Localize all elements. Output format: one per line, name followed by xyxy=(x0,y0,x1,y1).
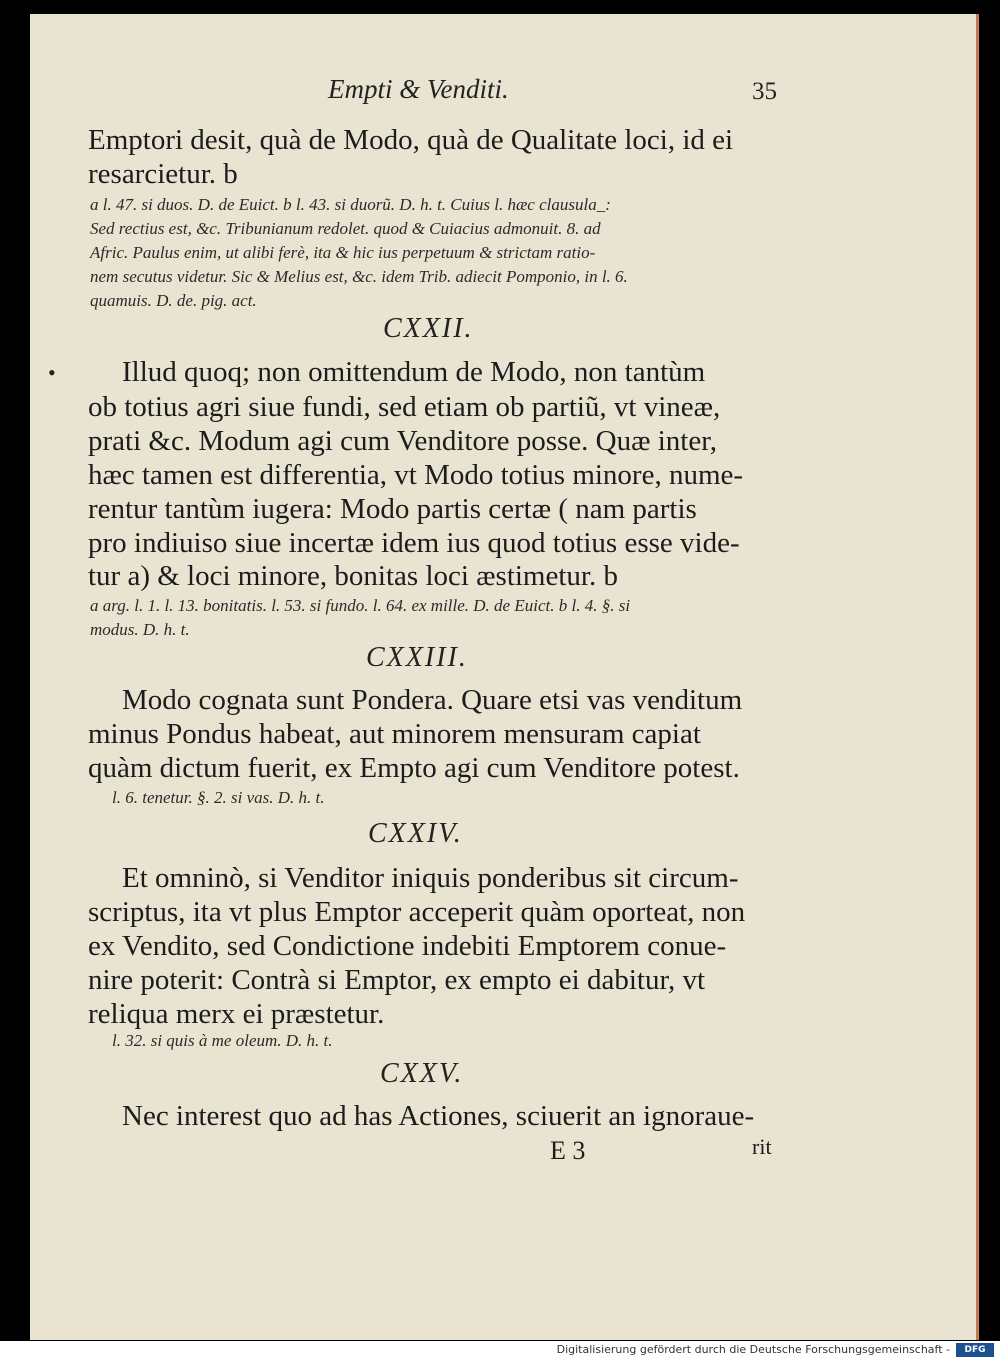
text-line: nire poterit: Contrà si Emptor, ex empto ei dabitur, vt xyxy=(88,964,706,996)
section-heading: CXXII. xyxy=(383,313,474,344)
text-line: hæc tamen est differentia, vt Modo totius minore, nume- xyxy=(88,459,744,491)
signature-mark: E 3 xyxy=(550,1136,586,1165)
text-line: Illud quoq; non omittendum de Modo, non tantùm xyxy=(122,356,706,388)
section-heading: CXXIV. xyxy=(368,818,463,849)
footnote-line: l. 32. si quis à me oleum. D. h. t. xyxy=(112,1031,333,1050)
catchword: rit xyxy=(752,1134,772,1159)
footnote-line: nem secutus videtur. Sic & Melius est, &c. idem Trib. adiecit Pomponio, in l. 6. xyxy=(90,267,628,286)
dfg-logo: DFG xyxy=(956,1343,994,1357)
text-line: Emptori desit, quà de Modo, quà de Qualitate loci, id ei xyxy=(88,124,734,156)
text-line: ex Vendito, sed Condictione indebiti Emptorem conue- xyxy=(88,930,727,962)
section-heading: CXXIII. xyxy=(366,642,468,673)
margin-dot: • xyxy=(48,360,56,385)
footnote-line: Sed rectius est, &c. Tribunianum redolet. quod & Cuiacius admonuit. 8. ad xyxy=(90,219,601,238)
footnote-line: modus. D. h. t. xyxy=(90,620,190,639)
footnote-line: Afric. Paulus enim, ut alibi ferè, ita & hic ius perpetuum & strictam ratio- xyxy=(90,243,596,262)
text-line: reliqua merx ei præstetur. xyxy=(88,998,385,1030)
text-line: tur a) & loci minore, bonitas loci æstimetur. b xyxy=(88,560,618,592)
text-line: minus Pondus habeat, aut minorem mensuram capiat xyxy=(88,718,701,750)
footnote-line: a l. 47. si duos. D. de Euict. b l. 43. si duorũ. D. h. t. Cuius l. hæc clausula_: xyxy=(90,195,611,214)
text-line: resarcietur. b xyxy=(88,158,238,190)
footnote-line: a arg. l. 1. l. 13. bonitatis. l. 53. si fundo. l. 64. ex mille. D. de Euict. b l. 4. §. si xyxy=(90,596,631,615)
section-heading: CXXV. xyxy=(380,1058,464,1089)
text-line: Nec interest quo ad has Actiones, sciuerit an ignoraue- xyxy=(122,1100,755,1132)
text-line: rentur tantùm iugera: Modo partis certæ ( nam partis xyxy=(88,493,697,525)
text-line: Modo cognata sunt Pondera. Quare etsi vas venditum xyxy=(122,684,743,716)
text-line: prati &c. Modum agi cum Venditore posse. Quæ inter, xyxy=(88,425,717,457)
footnote-line: quamuis. D. de. pig. act. xyxy=(90,291,257,310)
page-number: 35 xyxy=(752,78,777,105)
text-line: scriptus, ita vt plus Emptor acceperit quàm oporteat, non xyxy=(88,896,746,928)
footnote-line: l. 6. tenetur. §. 2. si vas. D. h. t. xyxy=(112,788,325,807)
text-line: quàm dictum fuerit, ex Empto agi cum Venditore potest. xyxy=(88,752,740,784)
text-line: Et omninò, si Venditor iniquis ponderibus sit circum- xyxy=(122,862,739,894)
text-line: pro indiuiso siue incertæ idem ius quod totius esse vide- xyxy=(88,527,740,559)
footer-credit: Digitalisierung gefördert durch die Deutsche Forschungsgemeinschaft - xyxy=(556,1343,950,1356)
running-title: Empti & Venditi. xyxy=(328,74,509,104)
text-line: ob totius agri siue fundi, sed etiam ob partiũ, vt vineæ, xyxy=(88,391,721,423)
